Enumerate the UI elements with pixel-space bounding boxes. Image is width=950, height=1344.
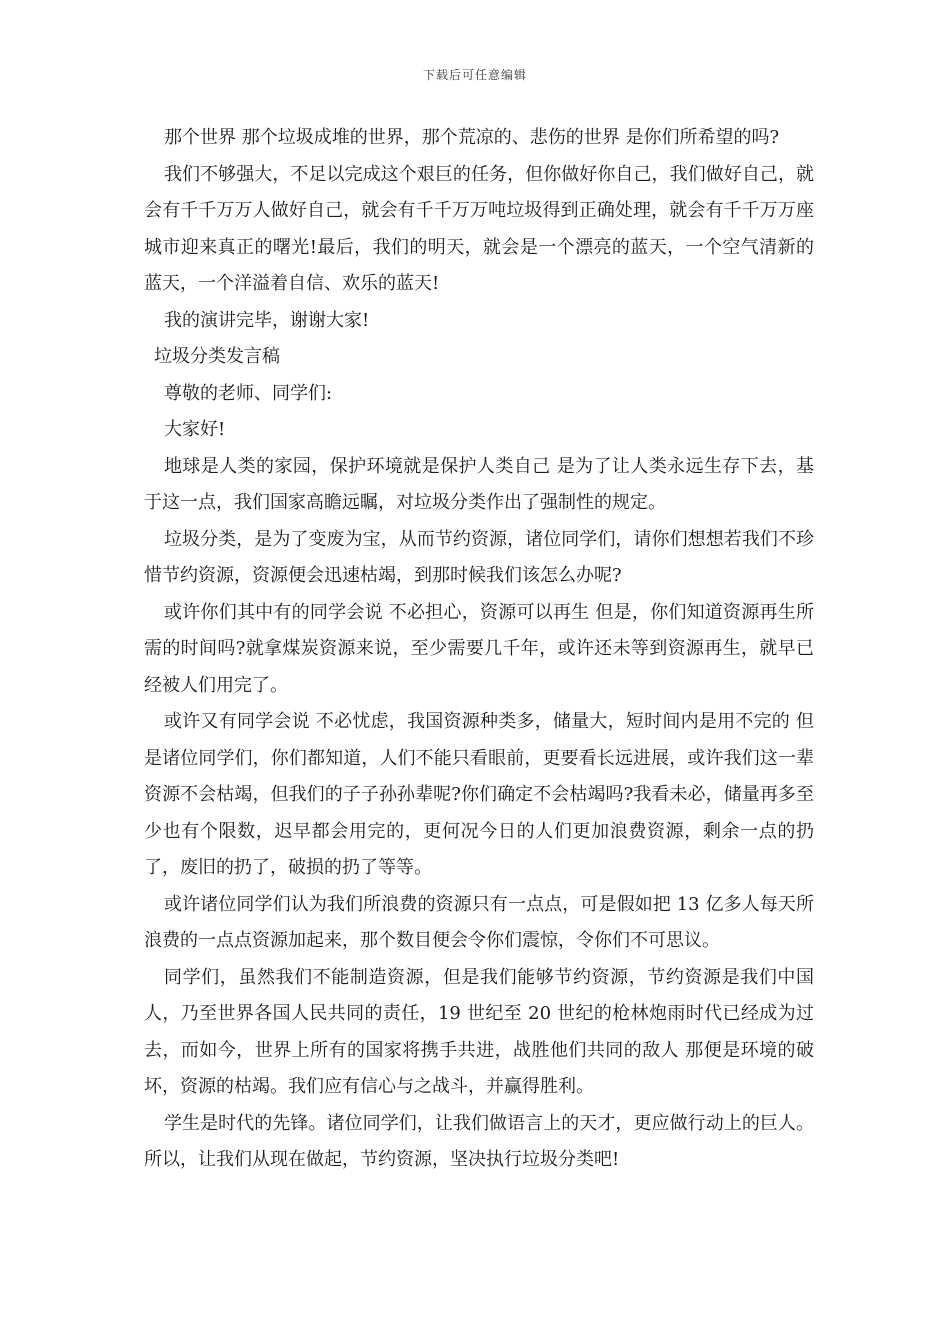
greeting: 大家好!: [164, 419, 226, 440]
paragraph: 垃圾分类，是为了变废为宝，从而节约资源，诸位同学们，请你们想想若我们不珍惜节约资源，资源便会迅速枯竭，到那时候我们该怎么办呢?: [144, 528, 814, 586]
paragraph: 那个世界 那个垃圾成堆的世界，那个荒凉的、悲伤的世界 是你们所希望的吗?: [164, 127, 780, 148]
paragraph: 或许又有同学会说 不必忧虑，我国资源种类多，储量大，短时间内是用不完的 但是诸位同学们，你们都知道，人们不能只看眼前，更要看长远进展，或许我们这一辈资源不会枯竭，但我们的子子孙孙辈呢?你们确定不会枯竭吗?我看未必，储量再多至少也有个限数，迟早都会用完的，更何况今日的人们更加浪费资源，剩余一点的扔了，废旧的扔了，破损的扔了等等。: [144, 711, 815, 878]
paragraph: 同学们，虽然我们不能制造资源，但是我们能够节约资源，节约资源是我们中国人，乃至世界各国人民共同的责任，19 世纪至 20 世纪的枪林炮雨时代已经成为过去，而如今，世界上所有的国家将携手共进，战胜他们共同的敌人 那便是环境的破坏，资源的枯竭。我们应有信心与之战斗，并赢得胜利。: [144, 966, 814, 1097]
paragraph: 我们不够强大，不足以完成这个艰巨的任务，但你做好你自己，我们做好自己，就会有千千万万人做好自己，就会有千千万万吨垃圾得到正确处理，就会有千千万万座城市迎来真正的曙光!最后，我们的明天，就会是一个漂亮的蓝天，一个空气清新的蓝天，一个洋溢着自信、欢乐的蓝天!: [144, 163, 814, 294]
paragraph: 或许你们其中有的同学会说 不必担心，资源可以再生 但是，你们知道资源再生所需的时间吗?就拿煤炭资源来说，至少需要几千年，或许还未等到资源再生，就早已经被人们用完了。: [144, 601, 814, 696]
salutation: 尊敬的老师、同学们:: [164, 382, 333, 404]
page-header: 下载后可任意编辑: [422, 68, 527, 82]
paragraph: 我的演讲完毕，谢谢大家!: [164, 309, 370, 331]
document-body: [144, 120, 814, 1179]
section-title: 垃圾分类发言稿: [154, 346, 280, 367]
paragraph: 地球是人类的家园，保护环境就是保护人类自己 是为了让人类永远生存下去，基于这一点，我们国家高瞻远瞩，对垃圾分类作出了强制性的规定。: [144, 455, 814, 513]
paragraph: 学生是时代的先锋。诸位同学们，让我们做语言上的天才，更应做行动上的巨人。所以，让我们从现在做起，节约资源，坚决执行垃圾分类吧!: [144, 1112, 814, 1170]
paragraph: 或许诸位同学们认为我们所浪费的资源只有一点点，可是假如把 13 亿多人每天所浪费的一点点资源加起来，那个数目便会令你们震惊，令你们不可思议。: [144, 893, 814, 951]
